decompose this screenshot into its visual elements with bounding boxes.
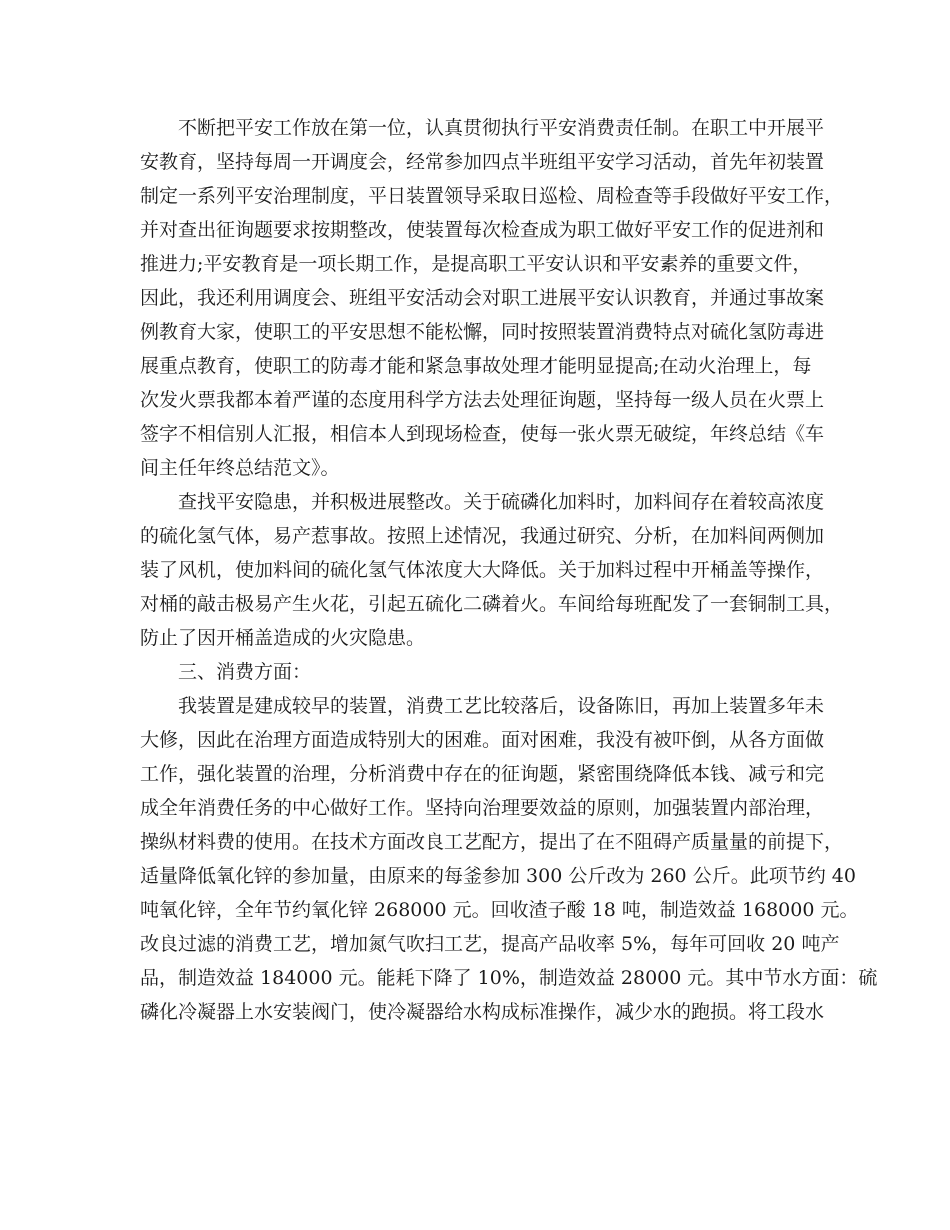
paragraph-line: 对桶的敲击极易产生火花，引起五硫化二磷着火。车间给每班配发了一套铜制工具， [140,593,844,615]
paragraph-line: 装了风机，使加料间的硫化氢气体浓度大大降低。关于加料过程中开桶盖等操作， [140,559,825,581]
paragraph-line: 推进力;平安教育是一项长期工作，是提高职工平安认识和平安素养的重要文件， [140,253,812,275]
paragraph-line: 次发火票我都本着严谨的态度用科学方法去处理征询题，坚持每一级人员在火票上 [140,389,825,411]
paragraph-line: 不断把平安工作放在第一位，认真贯彻执行平安消费责任制。在职工中开展平 [178,117,825,139]
paragraph-line: 签字不相信别人汇报，相信本人到现场检查，使每一张火票无破绽，年终总结《车 [140,423,825,445]
paragraph-line: 工作，强化装置的治理，分析消费中存在的征询题，紧密围绕降低本钱、减亏和完 [140,763,825,785]
paragraph-line: 因此，我还利用调度会、班组平安活动会对职工进展平安认识教育，并通过事故案 [140,287,825,309]
paragraph-line: 改良过滤的消费工艺，增加氮气吹扫工艺，提高产品收率 5%，每年可回收 20 吨产 [140,933,840,955]
paragraph-line: 适量降低氧化锌的参加量，由原来的每釜参加 300 公斤改为 260 公斤。此项节约 40 [140,865,856,887]
paragraph-line: 磷化冷凝器上水安装阀门，使冷凝器给水构成标准操作，减少水的跑损。将工段水 [140,1001,825,1023]
paragraph-line: 防止了因开桶盖造成的火灾隐患。 [140,627,426,649]
paragraph-line: 的硫化氢气体，易产惹事故。按照上述情况，我通过研究、分析，在加料间两侧加 [140,525,825,547]
paragraph-line: 查找平安隐患，并积极进展整改。关于硫磷化加料时，加料间存在着较高浓度 [178,491,825,513]
paragraph-line: 吨氧化锌，全年节约氧化锌 268000 元。回收渣子酸 18 吨，制造效益 168000 元。 [140,899,859,921]
section-heading: 三、消费方面： [178,661,312,683]
paragraph-line: 品，制造效益 184000 元。能耗下降了 10%，制造效益 28000 元。其中节水方面：硫 [140,967,878,989]
paragraph-line: 展重点教育，使职工的防毒才能和紧急事故处理才能明显提高;在动火治理上，每 [140,355,812,377]
paragraph-line: 并对查出征询题要求按期整改，使装置每次检查成为职工做好平安工作的促进剂和 [140,219,825,241]
paragraph-line: 成全年消费任务的中心做好工作。坚持向治理要效益的原则，加强装置内部治理， [140,797,825,819]
paragraph-line: 我装置是建成较早的装置，消费工艺比较落后，设备陈旧，再加上装置多年未 [178,695,825,717]
paragraph-line: 例教育大家，使职工的平安思想不能松懈，同时按照装置消费特点对硫化氢防毒进 [140,321,825,343]
paragraph-line: 制定一系列平安治理制度，平日装置领导采取日巡检、周检查等手段做好平安工作， [140,185,844,207]
paragraph-line: 大修，因此在治理方面造成特别大的困难。面对困难，我没有被吓倒，从各方面做 [140,729,825,751]
paragraph-line: 间主任年终总结范文》。 [140,457,340,479]
paragraph-line: 安教育，坚持每周一开调度会，经常参加四点半班组平安学习活动，首先年初装置 [140,151,825,173]
paragraph-line: 操纵材料费的使用。在技术方面改良工艺配方，提出了在不阻碍产质量量的前提下， [140,831,844,853]
